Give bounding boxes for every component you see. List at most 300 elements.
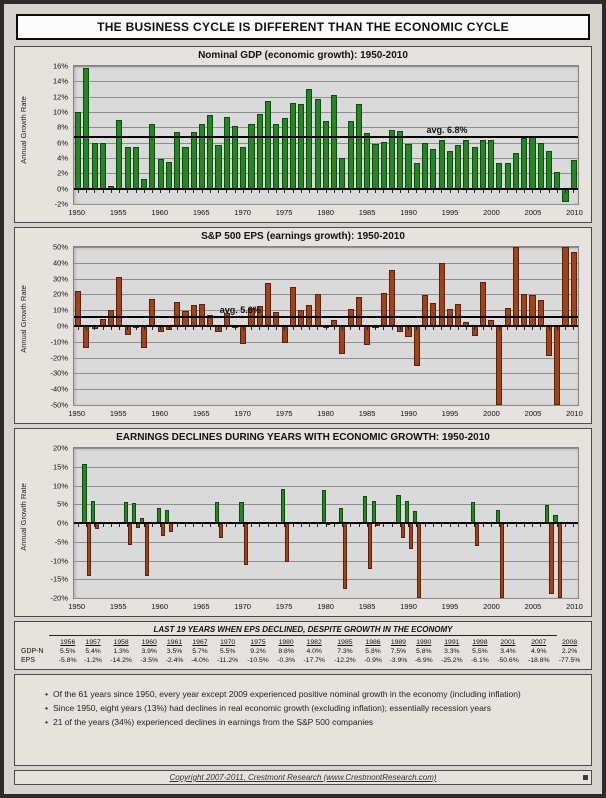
bar [298,104,304,189]
chart-panel-earnings-declines [14,428,592,617]
x-tick-label: 1955 [109,602,127,611]
table-cell: 2.2% [561,648,578,655]
table-cell: -4.0% [191,657,209,664]
table-cell: -11.2% [217,657,239,664]
year-tick [416,190,417,193]
x-tick-label: 1950 [68,409,86,418]
y-tick-label: 16% [52,61,68,71]
bar [447,151,453,189]
grid-line [74,448,578,449]
year-tick [210,190,211,193]
table-cell: 1986 [365,639,381,646]
bar [169,523,173,532]
year-tick [251,190,252,193]
bar [166,162,172,189]
x-tick-label: 2005 [524,409,542,418]
year-tick [516,327,517,330]
grid-line [74,66,578,67]
grid-line [74,294,578,295]
year-tick [177,524,178,527]
year-tick [474,190,475,193]
year-tick [326,190,327,193]
bar [219,523,223,538]
year-tick [342,327,343,330]
bar [92,143,98,188]
x-tick-label: 1985 [358,602,376,611]
bar [405,144,411,188]
bar [401,523,405,538]
year-tick [78,524,79,527]
year-tick [243,190,244,193]
year-tick [119,190,120,193]
year-tick [86,327,87,330]
year-tick [202,524,203,527]
bar [529,137,535,188]
table-cell: 5.5% [59,648,76,655]
year-tick [268,190,269,193]
copyright-bar [14,770,592,785]
x-tick-label: 2010 [566,602,583,611]
year-tick [185,190,186,193]
copyright-text: Copyright 2007-2011, Crestmont Research (www.CrestmontResearch.com) [169,773,437,782]
x-tick-label: 1975 [275,409,293,418]
bar [215,502,219,523]
year-tick [441,190,442,193]
bar [124,502,128,523]
bar [339,508,343,523]
x-tick-label: 1975 [275,602,293,611]
bar [322,490,326,523]
x-tick-label: 1970 [234,208,251,217]
year-tick [268,327,269,330]
bar [521,138,527,189]
table-cell: -0.3% [277,657,295,664]
table-cell: 1985 [337,639,353,646]
year-tick [483,327,484,330]
table-cell: 2008 [562,639,578,646]
average-label: avg. 5.6% [219,305,261,316]
year-tick [458,524,459,527]
year-tick [350,327,351,330]
grid-line [74,263,578,264]
y-tick-label: 10% [52,481,68,490]
y-tick-label: -2% [54,199,68,209]
year-tick [392,327,393,330]
y-tick-label: 12% [52,92,68,102]
table-cell: -1.2% [84,657,102,664]
y-tick-label: -5% [54,537,68,547]
year-tick [359,190,360,193]
year-tick [425,524,426,527]
year-tick [441,524,442,527]
bar [414,163,420,188]
bar [244,523,248,565]
table-row [21,647,585,656]
year-tick [433,190,434,193]
bar [157,508,161,523]
year-tick [408,524,409,527]
year-tick [103,524,104,527]
year-tick [218,327,219,330]
year-tick [400,327,401,330]
bar [356,104,362,189]
year-tick [276,327,277,330]
year-tick [408,190,409,193]
year-tick [243,327,244,330]
grid-line [74,204,578,205]
table-cell: -6.9% [414,657,433,664]
gdp-plot [52,61,579,209]
year-tick [293,190,294,193]
bar [439,140,445,188]
year-tick [78,327,79,330]
bar [343,523,347,589]
year-tick [177,190,178,193]
grid-line [74,247,578,248]
bar [405,501,409,523]
x-tick-label: 1990 [400,208,417,217]
year-tick [383,524,384,527]
year-tick [342,190,343,193]
year-tick [474,524,475,527]
year-tick [309,524,310,527]
bar [174,302,180,326]
bar [422,143,428,188]
year-tick [450,327,451,330]
table-cell: 1990 [416,639,432,646]
year-tick [309,190,310,193]
year-tick [160,524,161,527]
bar [529,295,535,326]
figure-title: THE BUSINESS CYCLE IS DIFFERENT THAN THE ECONOMIC CYCLE [16,14,590,40]
year-tick [573,327,574,330]
bar [290,287,296,326]
year-tick [565,190,566,193]
bar [538,300,544,326]
chart-area [15,63,591,222]
table-cell: -14.2% [110,657,132,664]
year-tick [202,327,203,330]
table-cell: 9.2% [250,648,266,655]
table-cell: 3.5% [166,648,183,655]
table-cell: 2007 [531,639,547,646]
y-tick-label: 4% [57,153,68,163]
bar [273,312,279,326]
year-tick [136,190,137,193]
year-tick [185,327,186,330]
year-tick [507,524,508,527]
year-tick [425,190,426,193]
bar [463,140,469,188]
bar [372,144,378,188]
year-tick [317,327,318,330]
bar [132,503,136,523]
year-tick [334,190,335,193]
year-tick [466,524,467,527]
declines-plot [50,443,579,603]
bar [546,151,552,189]
year-tick [293,524,294,527]
bar [161,523,165,536]
grid-line [74,598,578,599]
year-tick [474,327,475,330]
year-tick [450,190,451,193]
table-cell: 1989 [390,639,406,646]
bar [430,303,436,326]
year-tick [326,327,327,330]
bar [265,101,271,188]
year-tick [573,190,574,193]
year-tick [359,524,360,527]
year-tick [309,327,310,330]
bar [133,147,139,188]
grid-line [74,467,578,468]
year-tick [111,524,112,527]
table-cell: -25.2% [441,657,463,664]
bar [331,95,337,189]
year-tick [235,524,236,527]
grid-line [74,405,578,406]
bar [475,523,479,546]
year-tick [243,524,244,527]
year-tick [103,327,104,330]
x-tick-label: 1950 [68,208,86,217]
average-label: avg. 6.8% [426,124,468,135]
table-cell: 1958 [113,639,129,646]
bar [571,252,577,326]
declines-x-axis [68,600,583,614]
bar [182,311,188,326]
y-tick-label: 0% [57,184,68,194]
table-cell: 1967 [192,639,208,646]
year-tick [524,190,525,193]
year-tick [103,190,104,193]
table-cell: 1961 [167,639,183,646]
bullet-list [45,689,583,727]
bar [265,283,271,326]
year-tick [350,190,351,193]
row-label: GDP-N [21,648,44,655]
table-cell: -50.6% [497,657,519,664]
year-tick [557,190,558,193]
bar [496,326,502,405]
table-row [21,638,585,647]
y-tick-label: 10% [52,305,68,315]
x-tick-label: 1970 [234,602,251,611]
bar [381,293,387,326]
bar [207,115,213,189]
bar [397,131,403,189]
year-tick [532,524,533,527]
year-tick [416,327,417,330]
year-tick [144,327,145,330]
x-tick-label: 1995 [441,208,459,217]
bar [562,247,568,326]
table-cell: 3.3% [444,648,460,655]
table-cell: 1980 [278,639,294,646]
table-cell: 5.5% [219,648,236,655]
chart-panel-sp500-eps [14,227,592,424]
year-tick [251,524,252,527]
x-tick-label: 1955 [109,409,127,418]
year-tick [193,190,194,193]
year-tick [507,327,508,330]
bar [298,310,304,326]
year-tick [193,524,194,527]
year-tick [516,524,517,527]
year-tick [111,190,112,193]
year-tick [218,524,219,527]
bar [91,501,95,523]
note-bullet: • 21 of the years (34%) experienced declines in earnings from the S&P 500 companies [45,717,583,727]
x-tick-label: 1995 [441,409,459,418]
year-tick [466,327,467,330]
year-tick [301,327,302,330]
bar [315,294,321,326]
table-cell: 3.4% [500,648,516,655]
row-label [21,638,55,647]
eps-x-axis [68,407,583,421]
year-tick [119,327,120,330]
year-tick [259,524,260,527]
table-cell: 1970 [220,639,236,646]
x-tick-label: 1975 [275,208,293,217]
bar [549,523,553,594]
x-tick-label: 2000 [483,409,500,418]
year-tick [375,190,376,193]
chart-title: S&P 500 EPS (earnings growth): 1950-2010 [201,231,405,242]
chart-area [15,445,591,616]
y-tick-label: 14% [52,76,68,86]
year-tick [94,190,95,193]
grid-line [74,97,578,98]
year-tick [342,524,343,527]
x-tick-label: 2010 [566,409,583,418]
year-tick [177,327,178,330]
year-tick [86,190,87,193]
bar [372,501,376,523]
x-tick-label: 1970 [234,409,251,418]
bar [521,294,527,326]
year-tick [169,327,170,330]
year-tick [127,524,128,527]
bar [368,523,372,569]
year-tick [450,524,451,527]
year-tick [532,190,533,193]
bar [323,121,329,188]
year-tick [251,327,252,330]
bar [472,147,478,189]
bar [381,142,387,189]
year-tick [276,524,277,527]
gdp-x-axis [68,206,583,220]
table-cell: -10.5% [247,657,269,664]
y-tick-label: 15% [52,462,68,472]
year-tick [78,190,79,193]
year-tick [317,190,318,193]
x-tick-label: 2010 [566,208,583,217]
y-axis-title: Annual Growth Rate [19,95,28,164]
bar [182,147,188,189]
bar [339,326,345,354]
year-tick [160,327,161,330]
year-tick [400,524,401,527]
bar [455,304,461,326]
table-cell: 1957 [85,639,101,646]
bar [364,133,370,189]
bar [83,68,89,188]
y-tick-label: 30% [52,274,68,284]
year-tick [226,524,227,527]
year-tick [144,524,145,527]
year-tick [210,327,211,330]
bar [409,523,413,549]
bar [248,124,254,189]
bar [215,145,221,189]
table-cell: -3.9% [389,657,408,664]
year-tick [516,190,517,193]
year-tick [499,190,500,193]
y-tick-label: 20% [52,289,68,299]
year-tick [127,190,128,193]
y-tick-label: -10% [50,556,68,565]
year-tick [491,327,492,330]
bar [290,103,296,189]
year-tick [549,327,550,330]
bar [273,124,279,188]
x-tick-label: 1990 [400,602,417,611]
year-tick [425,327,426,330]
x-tick-label: 1955 [109,208,127,217]
grid-line [74,81,578,82]
bar [282,118,288,189]
bar [500,523,504,598]
year-tick [491,524,492,527]
y-tick-label: -50% [50,400,68,410]
year-tick [557,327,558,330]
table-cell: -0.9% [364,657,382,664]
table-cell: 1991 [444,639,460,646]
x-tick-label: 1960 [151,208,169,217]
year-tick [326,524,327,527]
year-tick [416,524,417,527]
year-tick [565,327,566,330]
table-cell: 1960 [141,639,157,646]
y-tick-label: 2% [57,168,68,178]
year-tick [268,524,269,527]
year-tick [458,190,459,193]
y-tick-label: -10% [50,337,68,347]
bar [422,295,428,326]
bar [513,153,519,189]
bar [558,523,562,598]
bar [158,159,164,189]
year-tick [375,524,376,527]
bar [315,99,321,189]
bar [396,495,400,523]
y-axis-title: Annual Growth Rate [19,285,28,353]
year-tick [334,327,335,330]
y-tick-label: -30% [50,368,68,378]
y-tick-label: -40% [50,384,68,394]
bar [128,523,132,545]
year-tick [119,524,120,527]
year-tick [383,190,384,193]
year-tick [483,524,484,527]
x-tick-label: 1950 [68,602,86,611]
table-cell: 1.3% [113,648,129,655]
x-tick-label: 1980 [317,602,334,611]
